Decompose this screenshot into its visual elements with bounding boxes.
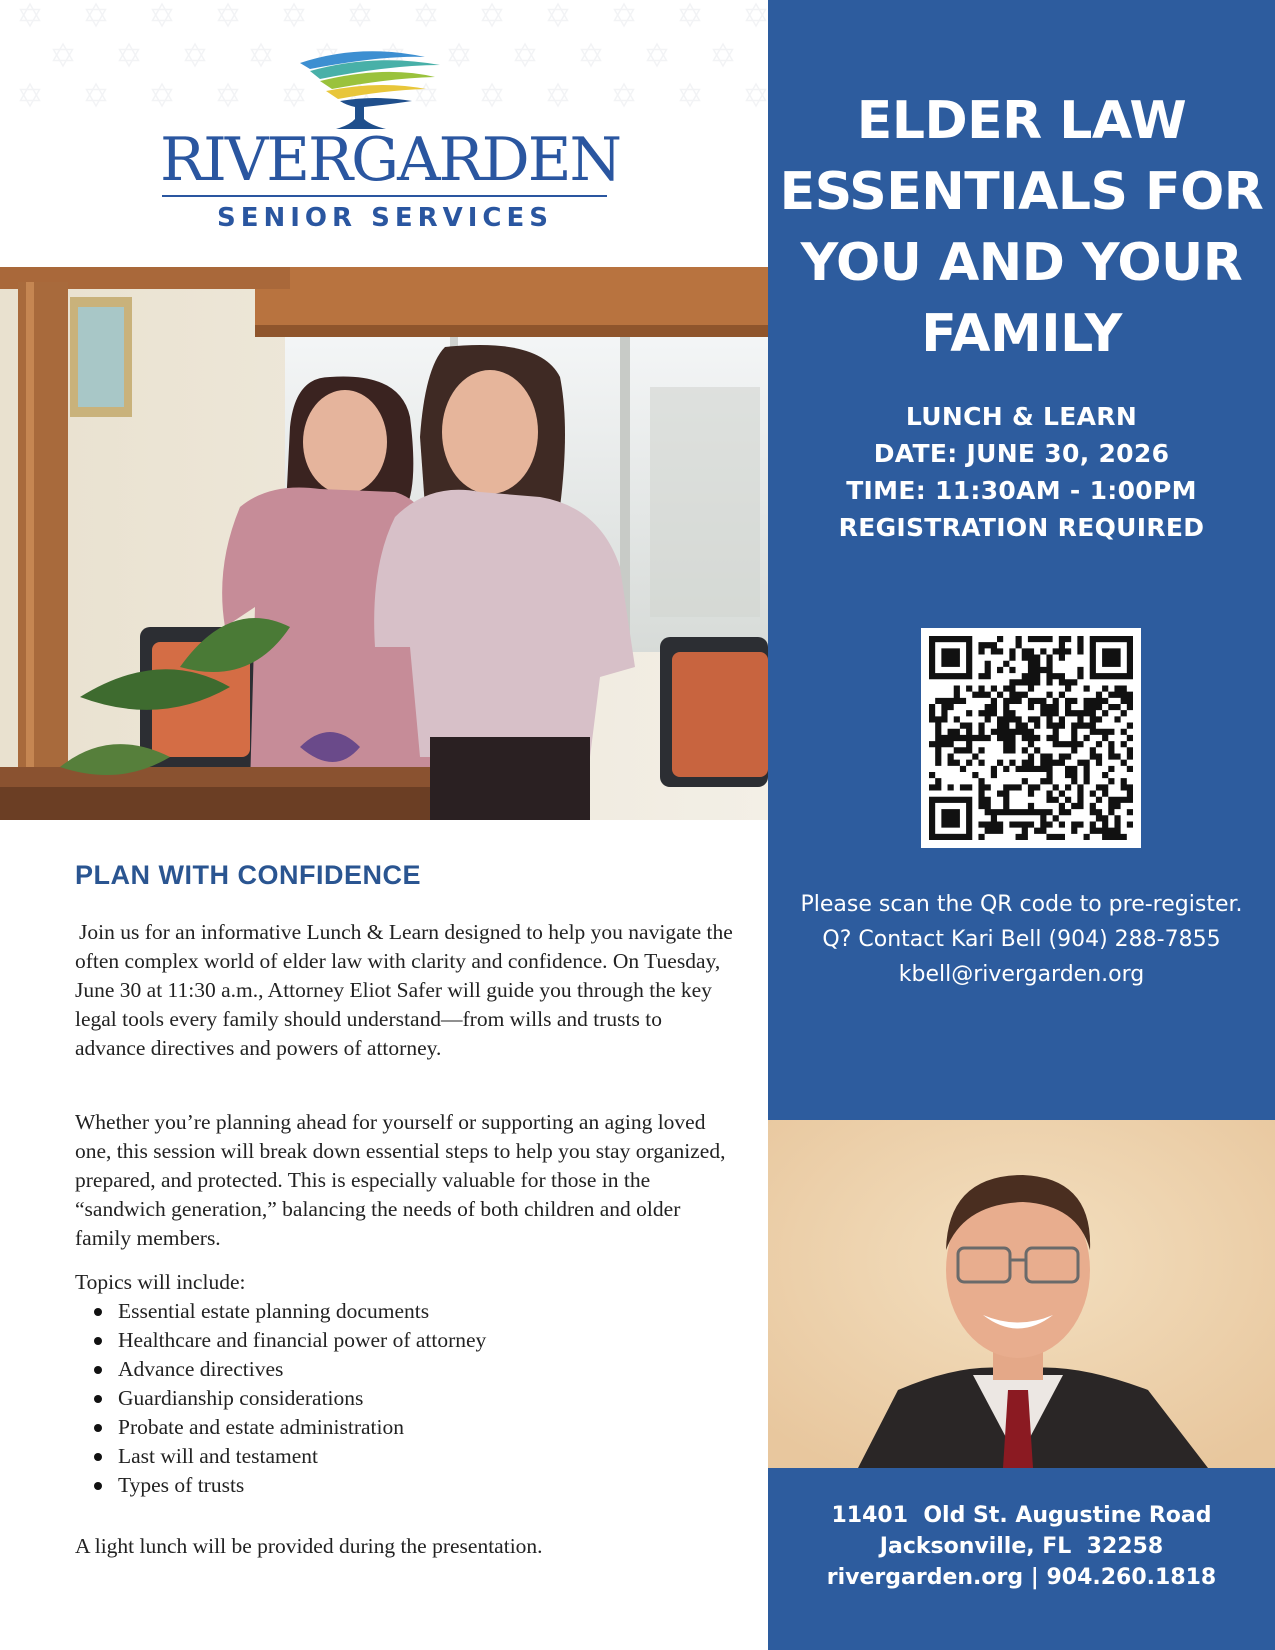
star-shape [615,10,634,27]
bullet-icon [94,1453,102,1461]
star-shape [153,10,172,27]
title-line: ESSENTIALS FOR [779,162,1264,222]
registration-note: REGISTRATION REQUIRED [838,513,1205,542]
topics-list [94,1297,486,1500]
event-title [768,86,1275,370]
bullet-icon [94,1366,102,1374]
list-item [94,1471,486,1500]
paragraph-details: Whether you’re planning ahead for yourself or supporting an aging loved one, this session will break down essential steps to help you stay organized, prepared, and protected. This is especially valuable for those in the “sandwich generation,” balancing the needs of both children and older family members. [75,1110,726,1250]
residents-photo [0,267,768,820]
star-shape [417,4,436,21]
list-item [94,1384,486,1413]
star-shape [549,4,568,21]
tree-logo-icon [150,45,610,135]
star-shape [615,4,634,21]
star-shape [87,90,106,107]
event-type: LUNCH & LEARN [905,402,1138,431]
star-shape [714,44,733,61]
list-item [94,1355,486,1384]
topics-intro: Topics will include: [75,1270,246,1294]
bullet-icon [94,1482,102,1490]
qr-code-icon [921,628,1141,848]
paragraph-intro: Join us for an informative Lunch & Learn designed to help you navigate the often complex world of elder law with clarity and confidence. On Tuesday, June 30 at 11:30 a.m., Attorney Eliot Safer will guide you through the key legal tools every family should understand—from wills and trusts to advance directives and powers of attorney. [75,920,733,1060]
logo-divider [162,195,607,197]
qr-finder [941,648,960,667]
attorney-photo [768,1120,1275,1468]
star-shape [747,10,766,27]
bullet-icon [94,1308,102,1316]
star-shape [21,4,40,21]
address-street: 11401 Old St. Augustine Road [831,1503,1212,1528]
address-city: Jacksonville, FL 32258 [879,1534,1164,1559]
star-shape [87,4,106,21]
star-shape [714,50,733,67]
star-shape [54,44,73,61]
star-shape [747,4,766,21]
brand-tagline: SENIOR SERVICES [217,203,553,233]
star-shape [351,10,370,27]
star-shape [747,90,766,107]
event-date: DATE: JUNE 30, 2026 [873,439,1170,468]
star-shape [21,10,40,27]
star-shape [681,90,700,107]
closing-note: A light lunch will be provided during the presentation. [75,1534,543,1558]
star-shape [747,84,766,101]
info-panel [768,0,1275,1650]
list-item [94,1326,486,1355]
topic-label: Probate and estate administration [118,1415,404,1439]
topic-label: Last will and testament [118,1444,319,1468]
event-time: TIME: 11:30AM - 1:00PM [846,476,1197,505]
star-shape [153,4,172,21]
bullet-icon [94,1337,102,1345]
star-shape [87,10,106,27]
topic-label: Advance directives [118,1357,284,1381]
scan-instruction: Please scan the QR code to pre-register. [800,892,1243,917]
registration-qr-code[interactable] [921,628,1141,848]
address-block [768,1500,1275,1593]
star-shape [615,90,634,107]
list-item [94,1413,486,1442]
star-shape [549,10,568,27]
qr-finder [1102,648,1121,667]
star-shape [219,10,238,27]
section-heading: PLAN WITH CONFIDENCE [75,860,421,890]
star-shape [615,84,634,101]
title-line: ELDER LAW [856,91,1187,151]
contact-person: Q? Contact Kari Bell (904) 288-7855 [822,927,1221,952]
contact-info [768,887,1275,992]
star-shape [417,10,436,27]
bullet-icon [94,1395,102,1403]
rivergarden-logo [150,45,621,245]
star-shape [681,4,700,21]
topic-label: Types of trusts [118,1473,245,1497]
qr-finder [941,809,960,828]
star-shape [648,50,667,67]
star-shape [483,10,502,27]
list-item [94,1297,486,1326]
star-shape [285,10,304,27]
topic-label: Essential estate planning documents [118,1299,430,1323]
topic-label: Guardianship considerations [118,1386,364,1410]
star-shape [21,84,40,101]
star-shape [120,50,139,67]
topic-label: Healthcare and financial power of attorney [118,1328,487,1352]
event-details [768,398,1275,546]
star-shape [120,44,139,61]
title-line: FAMILY [921,304,1122,364]
star-shape [21,90,40,107]
star-shape [648,44,667,61]
list-item [94,1442,486,1471]
star-shape [681,84,700,101]
star-shape [483,4,502,21]
brand-name: RIVERGARDEN [160,125,621,195]
website-phone[interactable]: rivergarden.org | 904.260.1818 [826,1565,1217,1590]
contact-email[interactable]: kbell@rivergarden.org [898,962,1145,987]
star-shape [285,4,304,21]
title-line: YOU AND YOUR [800,233,1243,293]
star-shape [681,10,700,27]
star-shape [219,4,238,21]
star-shape [351,4,370,21]
star-shape [87,84,106,101]
bullet-icon [94,1424,102,1432]
star-shape [54,50,73,67]
